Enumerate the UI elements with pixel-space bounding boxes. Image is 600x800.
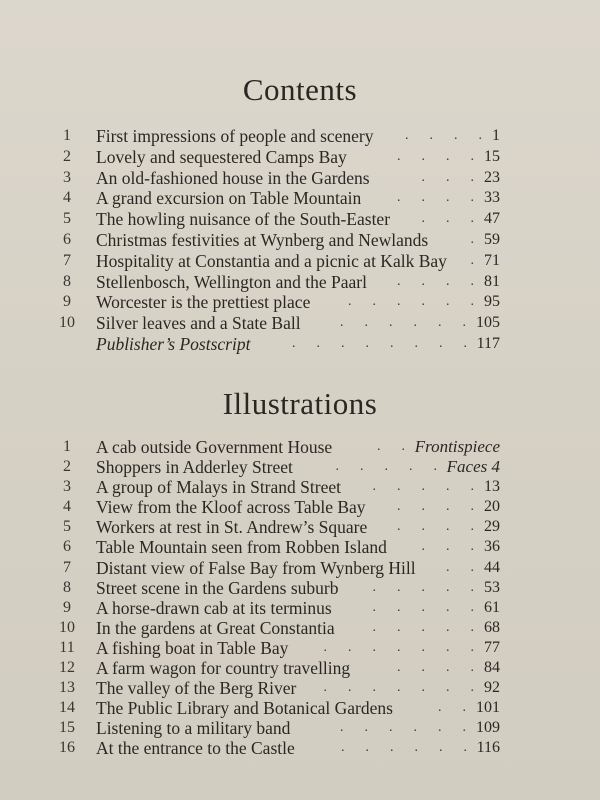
entry-page: 116 bbox=[476, 739, 500, 757]
illustrations-heading: Illustrations bbox=[222, 386, 378, 421]
entry-page: 92 bbox=[484, 679, 500, 697]
leader-dots: . . . . . . bbox=[340, 315, 466, 331]
leader-dots: . . . . bbox=[397, 499, 474, 515]
entry-number: 6 bbox=[63, 538, 71, 556]
leader-dots: . . . . bbox=[405, 128, 482, 143]
entry-title: First impressions of people and scenery bbox=[96, 126, 374, 146]
leader-dots: . . . bbox=[421, 539, 474, 555]
entry-page: 61 bbox=[484, 598, 500, 616]
illustration-entry bbox=[0, 658, 600, 678]
entry-page: 109 bbox=[476, 719, 500, 737]
illustration-entry bbox=[0, 537, 600, 557]
leader-dots: . . . . . . bbox=[340, 720, 466, 736]
illustration-entry bbox=[0, 738, 600, 758]
entry-number: 1 bbox=[63, 438, 71, 455]
leader-dots: . . . . bbox=[397, 660, 474, 676]
entry-title: Listening to a military band bbox=[96, 718, 291, 739]
entry-number: 4 bbox=[63, 498, 71, 516]
entry-page: 29 bbox=[484, 518, 500, 536]
entry-number: 8 bbox=[63, 578, 71, 596]
entry-page: 20 bbox=[484, 498, 500, 516]
entry-page: 68 bbox=[484, 618, 500, 636]
contents-entry bbox=[0, 147, 600, 168]
entry-title: Lovely and sequestered Camps Bay bbox=[96, 146, 347, 167]
entry-title: Stellenbosch, Wellington and the Paarl bbox=[96, 271, 367, 292]
entry-title: At the entrance to the Castle bbox=[96, 738, 295, 759]
leader-dots: . . . . . . . bbox=[323, 639, 474, 655]
leader-dots: . . bbox=[377, 439, 405, 454]
leader-dots: . . . . . . . bbox=[323, 680, 474, 696]
entry-page: 81 bbox=[484, 272, 500, 290]
leader-dots: . . . . bbox=[397, 519, 474, 535]
entry-number: 11 bbox=[59, 638, 75, 656]
entry-number: 3 bbox=[63, 168, 71, 186]
entry-page: Faces 4 bbox=[446, 457, 500, 477]
illustration-entry bbox=[0, 497, 600, 517]
entry-title: The howling nuisance of the South-Easter bbox=[96, 209, 391, 230]
entry-number: 14 bbox=[59, 699, 75, 717]
entry-number: 6 bbox=[63, 230, 71, 248]
entry-title: A group of Malays in Strand Street bbox=[96, 477, 341, 498]
entry-number: 12 bbox=[59, 659, 75, 677]
entry-title: The valley of the Berg River bbox=[96, 678, 297, 699]
entry-title: A grand excursion on Table Mountain bbox=[96, 188, 362, 209]
entry-number: 9 bbox=[63, 598, 71, 616]
entry-page: 15 bbox=[484, 147, 500, 165]
illustration-entry bbox=[0, 598, 600, 618]
leader-dots: . . . . . . bbox=[341, 740, 467, 756]
entry-page: 105 bbox=[476, 314, 500, 332]
leader-dots: . . bbox=[438, 700, 466, 716]
leader-dots: . bbox=[470, 252, 474, 268]
illustration-entry bbox=[0, 578, 600, 598]
leader-dots: . . . . . bbox=[372, 619, 474, 635]
entry-page: 33 bbox=[484, 189, 500, 207]
entry-title: Silver leaves and a State Ball bbox=[96, 313, 301, 334]
illustration-entry bbox=[0, 558, 600, 578]
entry-number: 16 bbox=[59, 739, 75, 757]
leader-dots: . . . . bbox=[397, 273, 474, 289]
illustration-entry bbox=[0, 678, 600, 698]
illustrations-list bbox=[0, 437, 600, 759]
contents-entry bbox=[0, 251, 600, 272]
illustration-entry bbox=[0, 437, 600, 457]
entry-title: Shoppers in Adderley Street bbox=[96, 457, 293, 478]
leader-dots: . . . . . bbox=[372, 599, 474, 615]
contents-list bbox=[0, 126, 600, 355]
entry-title: View from the Kloof across Table Bay bbox=[96, 497, 366, 518]
entry-number: 5 bbox=[63, 518, 71, 536]
leader-dots: . . . . . . . . bbox=[292, 335, 467, 351]
contents-entry bbox=[0, 188, 600, 209]
contents-entry bbox=[0, 272, 600, 293]
entry-page: 117 bbox=[476, 334, 500, 352]
entry-title: Table Mountain seen from Robben Island bbox=[96, 537, 387, 558]
entry-page: Frontispiece bbox=[414, 437, 500, 456]
leader-dots: . . . . . bbox=[372, 579, 474, 595]
entry-number: 10 bbox=[59, 618, 75, 636]
contents-entry bbox=[0, 313, 600, 334]
entry-number: 13 bbox=[59, 679, 75, 697]
illustration-entry bbox=[0, 618, 600, 638]
entry-number: 15 bbox=[59, 719, 75, 737]
contents-entry bbox=[0, 126, 600, 147]
contents-entry bbox=[0, 292, 600, 313]
entry-number: 1 bbox=[63, 127, 71, 144]
entry-title: An old-fashioned house in the Gardens bbox=[96, 167, 370, 188]
entry-title: A fishing boat in Table Bay bbox=[96, 637, 289, 658]
entry-page: 44 bbox=[484, 558, 500, 576]
entry-number: 7 bbox=[63, 558, 71, 576]
entry-page: 13 bbox=[484, 478, 500, 496]
entry-title: A farm wagon for country travelling bbox=[96, 658, 351, 679]
contents-entry bbox=[0, 168, 600, 189]
leader-dots: . . . bbox=[421, 169, 474, 185]
leader-dots: . bbox=[470, 231, 474, 247]
entry-title: Hospitality at Constantia and a picnic at Kalk Bay bbox=[96, 250, 447, 271]
entry-number: 2 bbox=[63, 458, 71, 476]
entry-page: 59 bbox=[484, 230, 500, 248]
entry-title: Distant view of False Bay from Wynberg Hill bbox=[96, 557, 416, 578]
entry-title: In the gardens at Great Constantia bbox=[96, 617, 335, 638]
entry-title: Publisher’s Postscript bbox=[96, 333, 251, 354]
leader-dots: . . . . . bbox=[335, 459, 437, 475]
leader-dots: . . bbox=[446, 559, 474, 575]
contents-entry bbox=[0, 334, 600, 355]
contents-entry bbox=[0, 230, 600, 251]
leader-dots: . . . . . bbox=[372, 479, 474, 495]
entry-page: 84 bbox=[484, 659, 500, 677]
illustration-entry bbox=[0, 698, 600, 718]
illustration-entry bbox=[0, 638, 600, 658]
entry-number: 10 bbox=[59, 314, 75, 332]
entry-number: 7 bbox=[63, 251, 71, 269]
entry-title: Workers at rest in St. Andrew’s Square bbox=[96, 517, 368, 538]
illustration-entry bbox=[0, 457, 600, 477]
entry-page: 71 bbox=[484, 251, 500, 269]
entry-number: 8 bbox=[63, 272, 71, 290]
leader-dots: . . . bbox=[421, 211, 474, 227]
entry-page: 36 bbox=[484, 538, 500, 556]
entry-title: A cab outside Government House bbox=[96, 437, 333, 457]
entry-page: 47 bbox=[484, 210, 500, 228]
entry-title: Christmas festivities at Wynberg and Newlands bbox=[96, 229, 429, 250]
entry-number: 5 bbox=[63, 210, 71, 228]
leader-dots: . . . . . . bbox=[348, 294, 474, 310]
entry-title: Street scene in the Gardens suburb bbox=[96, 577, 339, 598]
leader-dots: . . . . bbox=[397, 190, 474, 206]
entry-page: 23 bbox=[484, 168, 500, 186]
entry-title: The Public Library and Botanical Gardens bbox=[96, 698, 393, 719]
entry-number: 9 bbox=[63, 293, 71, 311]
entry-page: 101 bbox=[476, 699, 500, 717]
entry-page: 95 bbox=[484, 293, 500, 311]
illustration-entry bbox=[0, 477, 600, 497]
entry-page: 1 bbox=[492, 127, 500, 144]
entry-title: Worcester is the prettiest place bbox=[96, 292, 311, 313]
leader-dots: . . . . bbox=[397, 148, 474, 164]
entry-number: 3 bbox=[63, 478, 71, 496]
entry-title: A horse-drawn cab at its terminus bbox=[96, 597, 332, 618]
entry-page: 53 bbox=[484, 578, 500, 596]
illustration-entry bbox=[0, 718, 600, 738]
entry-page: 77 bbox=[484, 638, 500, 656]
illustration-entry bbox=[0, 517, 600, 537]
entry-number: 2 bbox=[63, 147, 71, 165]
contents-entry bbox=[0, 209, 600, 230]
entry-number: 4 bbox=[63, 189, 71, 207]
contents-heading: Contents bbox=[242, 72, 358, 107]
